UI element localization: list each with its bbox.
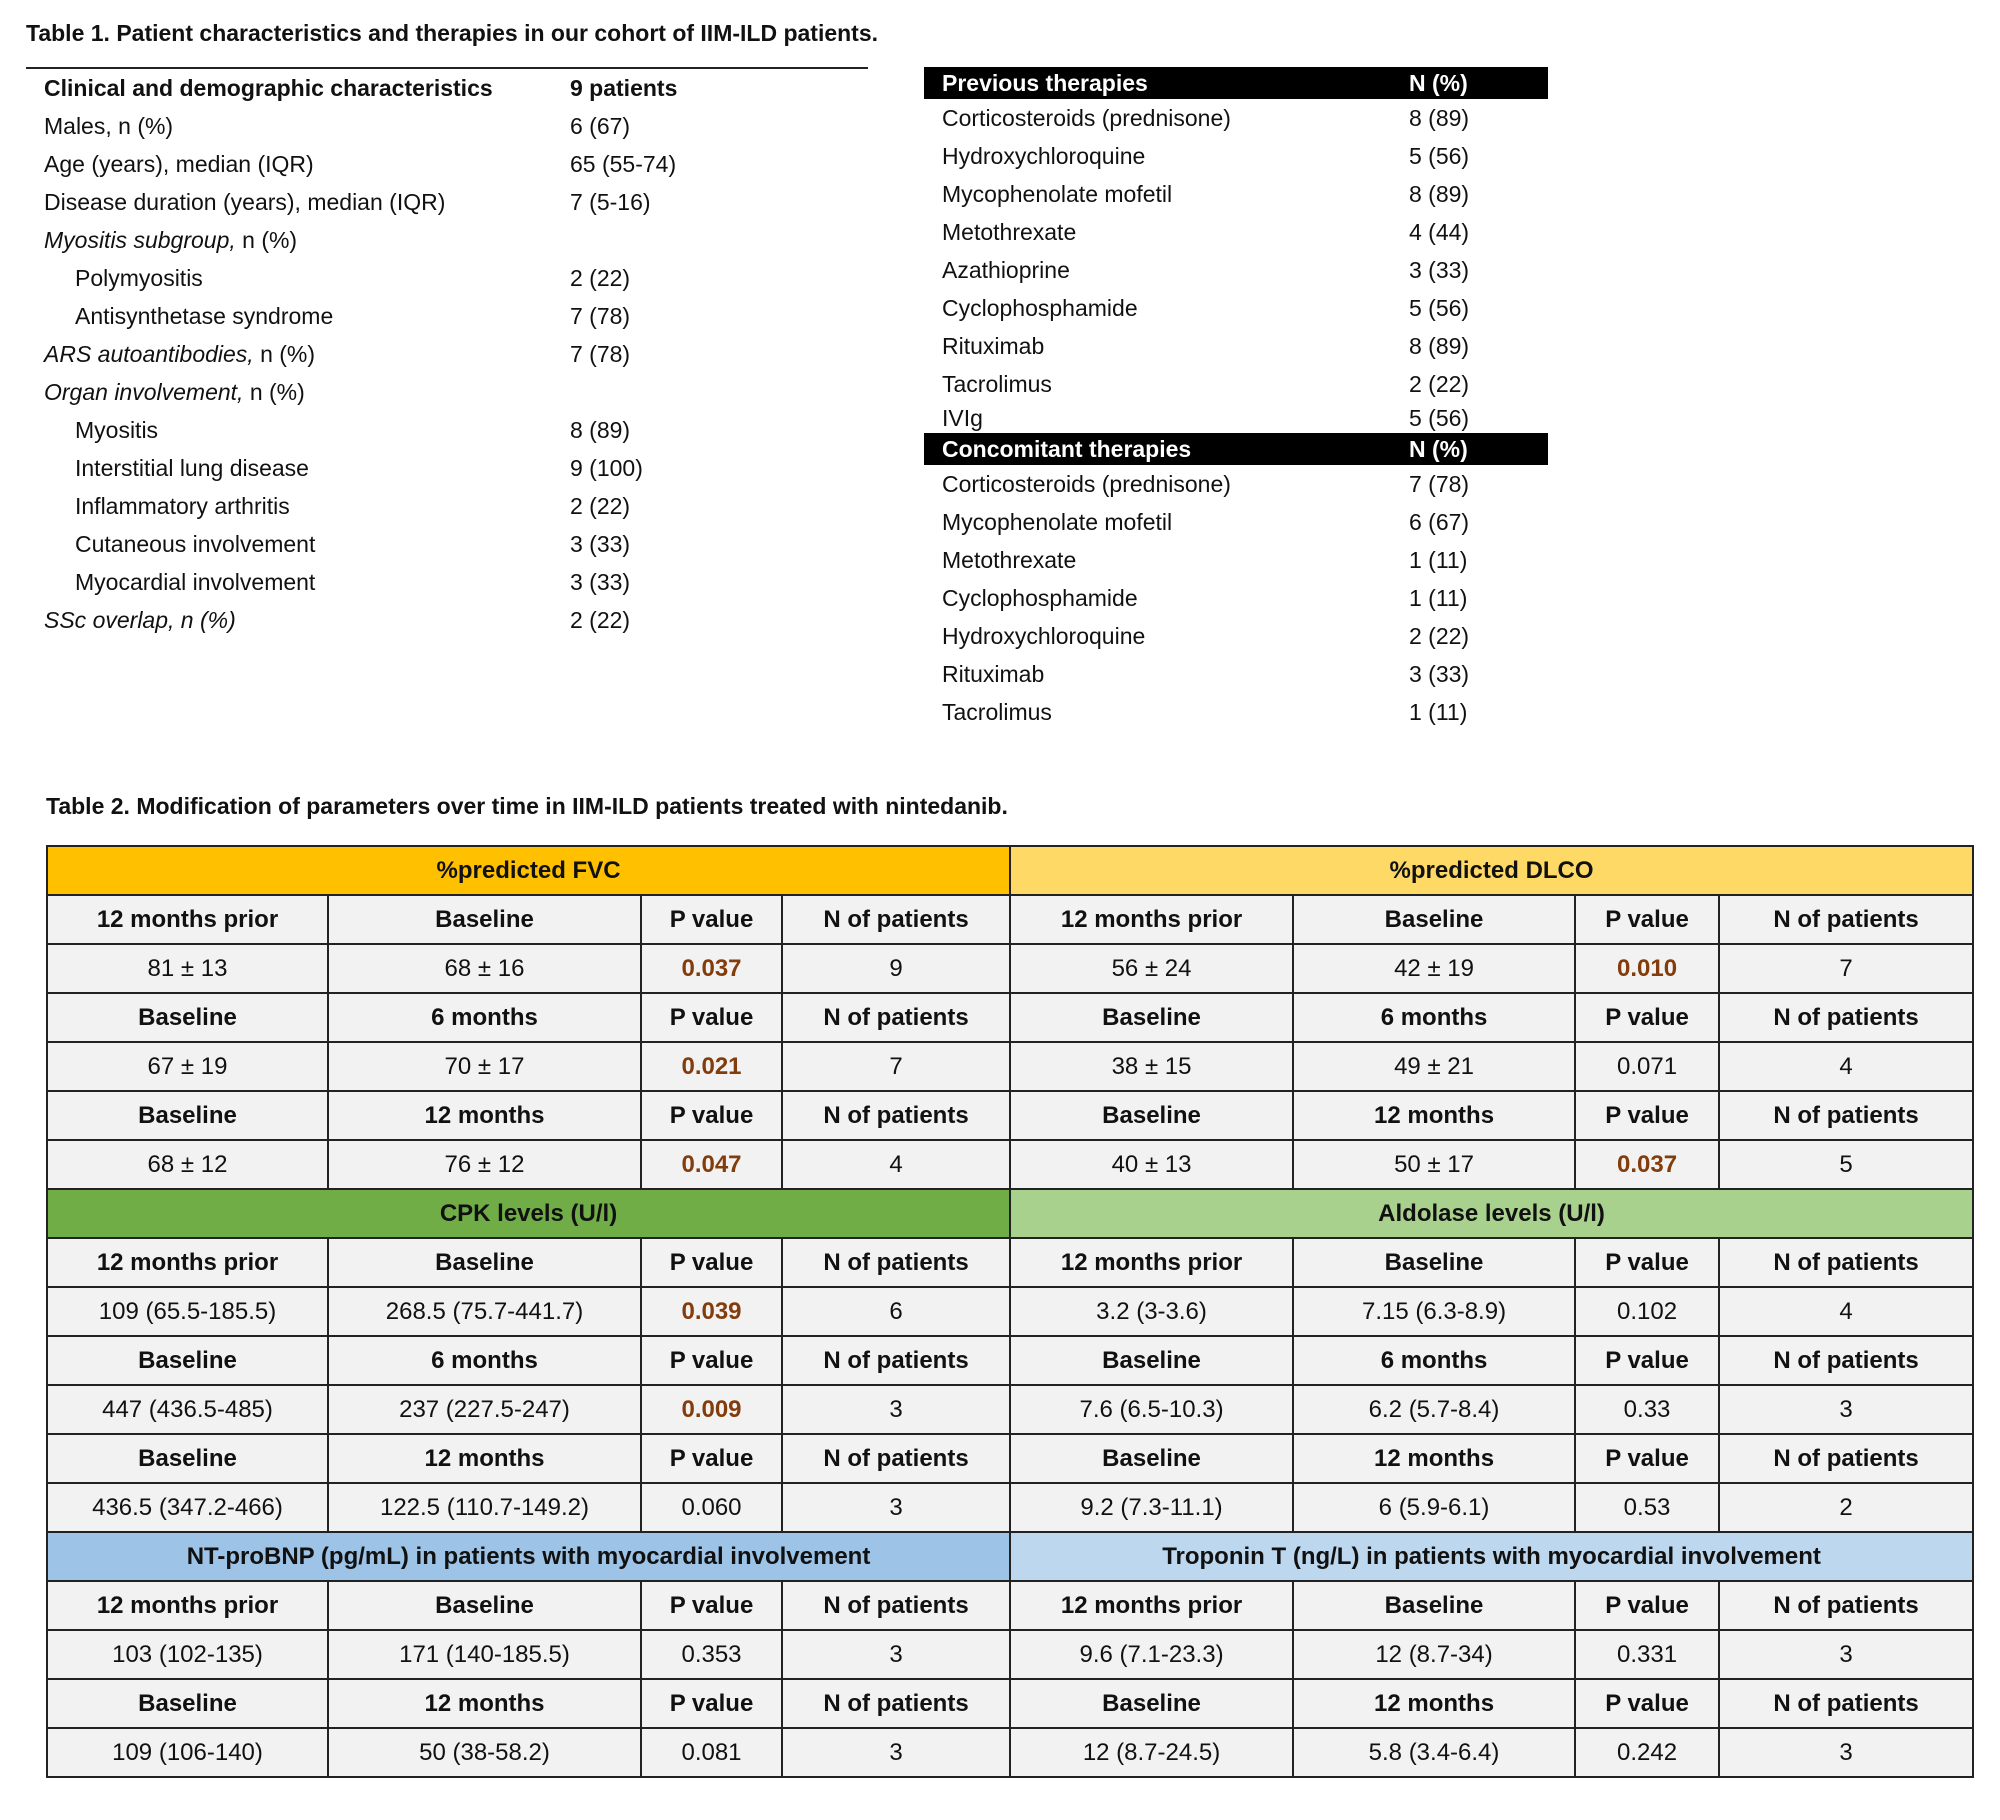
value-cell: 122.5 (110.7-149.2)	[328, 1483, 641, 1532]
therapy-row	[924, 617, 1548, 655]
column-header: Baseline	[47, 1679, 328, 1728]
column-header: Baseline	[47, 1434, 328, 1483]
comparison-value-row	[47, 1728, 1973, 1777]
characteristics-header-label: Clinical and demographic characteristics	[44, 75, 493, 101]
therapy-row	[924, 655, 1548, 693]
therapy-value: 1 (11)	[1409, 585, 1468, 611]
column-header: 6 months	[1293, 1336, 1575, 1385]
p-value-significant: 0.047	[641, 1140, 782, 1189]
column-header: N of patients	[782, 1238, 1010, 1287]
column-header: 12 months	[1293, 1434, 1575, 1483]
therapy-label: Tacrolimus	[942, 371, 1052, 397]
column-header: P value	[1575, 1336, 1719, 1385]
value-cell: 6 (5.9-6.1)	[1293, 1483, 1575, 1532]
therapy-value: 8 (89)	[1409, 333, 1470, 359]
therapy-row	[924, 213, 1548, 251]
characteristic-group-label	[44, 601, 236, 639]
table1-characteristics-header	[26, 69, 868, 107]
therapy-value: 2 (22)	[1409, 623, 1470, 649]
section-title-row	[47, 1532, 1973, 1581]
value-cell: 42 ± 19	[1293, 944, 1575, 993]
characteristic-label: Interstitial lung disease	[75, 455, 309, 481]
characteristic-group-label	[44, 335, 315, 373]
p-value-significant: 0.021	[641, 1042, 782, 1091]
p-value: 0.353	[641, 1630, 782, 1679]
characteristic-value: 65 (55-74)	[570, 151, 677, 177]
column-header: Baseline	[47, 1091, 328, 1140]
value-cell: 12 (8.7-34)	[1293, 1630, 1575, 1679]
concomitant-therapies-header	[924, 433, 1548, 465]
value-cell: 76 ± 12	[328, 1140, 641, 1189]
value-cell: 268.5 (75.7-441.7)	[328, 1287, 641, 1336]
p-value: 0.53	[1575, 1483, 1719, 1532]
therapy-label: Corticosteroids (prednisone)	[942, 471, 1231, 497]
column-header: Baseline	[1293, 895, 1575, 944]
characteristic-label: Inflammatory arthritis	[75, 493, 290, 519]
therapy-row	[924, 579, 1548, 617]
characteristic-value: 2 (22)	[570, 493, 631, 519]
column-header: Baseline	[328, 1581, 641, 1630]
column-header: Baseline	[1010, 1679, 1293, 1728]
characteristic-row	[26, 449, 868, 487]
column-header: P value	[1575, 1679, 1719, 1728]
column-header: 12 months	[1293, 1091, 1575, 1140]
comparison-header-row	[47, 895, 1973, 944]
value-cell: 67 ± 19	[47, 1042, 328, 1091]
aldolase-section-title: Aldolase levels (U/l)	[1010, 1189, 1973, 1238]
previous-therapies-header	[924, 67, 1548, 99]
section-title-row	[47, 846, 1973, 895]
column-header: P value	[641, 1238, 782, 1287]
value-cell: 3	[1719, 1728, 1973, 1777]
value-cell: 7	[1719, 944, 1973, 993]
previous-therapies-header-label: Previous therapies	[942, 70, 1148, 96]
therapy-row	[924, 327, 1548, 365]
comparison-value-row	[47, 944, 1973, 993]
characteristic-group-row	[26, 221, 868, 259]
characteristic-value: 7 (78)	[570, 341, 631, 367]
therapy-value: 5 (56)	[1409, 295, 1470, 321]
column-header: 6 months	[1293, 993, 1575, 1042]
value-cell: 9.6 (7.1-23.3)	[1010, 1630, 1293, 1679]
column-header: N of patients	[1719, 1679, 1973, 1728]
therapy-row	[924, 175, 1548, 213]
column-header: P value	[641, 1581, 782, 1630]
comparison-value-row	[47, 1385, 1973, 1434]
characteristic-value: 2 (22)	[570, 265, 631, 291]
therapy-row	[924, 541, 1548, 579]
therapy-value: 4 (44)	[1409, 219, 1470, 245]
characteristic-label: Antisynthetase syndrome	[75, 303, 334, 329]
value-cell: 7.6 (6.5-10.3)	[1010, 1385, 1293, 1434]
value-cell: 7.15 (6.3-8.9)	[1293, 1287, 1575, 1336]
therapy-value: 3 (33)	[1409, 257, 1470, 283]
therapy-label: Corticosteroids (prednisone)	[942, 105, 1231, 131]
value-cell: 447 (436.5-485)	[47, 1385, 328, 1434]
comparison-value-row	[47, 1630, 1973, 1679]
column-header: 12 months prior	[47, 895, 328, 944]
value-cell: 3	[782, 1483, 1010, 1532]
therapy-value: 1 (11)	[1409, 699, 1468, 725]
group-label-italic: Organ involvement,	[44, 379, 244, 405]
therapy-label: Cyclophosphamide	[942, 295, 1138, 321]
p-value: 0.331	[1575, 1630, 1719, 1679]
therapy-label: Metothrexate	[942, 547, 1077, 573]
column-header: P value	[1575, 1091, 1719, 1140]
group-label-italic: Myositis subgroup,	[44, 227, 236, 253]
value-cell: 70 ± 17	[328, 1042, 641, 1091]
therapy-row	[924, 99, 1548, 137]
column-header: P value	[1575, 1238, 1719, 1287]
therapy-row	[924, 503, 1548, 541]
characteristic-row	[26, 563, 868, 601]
comparison-value-row	[47, 1287, 1973, 1336]
p-value-significant: 0.037	[1575, 1140, 1719, 1189]
section-title-row	[47, 1189, 1973, 1238]
therapy-label: Hydroxychloroquine	[942, 623, 1146, 649]
value-cell: 5.8 (3.4-6.4)	[1293, 1728, 1575, 1777]
column-header: 12 months	[328, 1434, 641, 1483]
column-header: N of patients	[1719, 895, 1973, 944]
value-cell: 4	[1719, 1042, 1973, 1091]
p-value: 0.33	[1575, 1385, 1719, 1434]
fvc-section-title: %predicted FVC	[47, 846, 1010, 895]
column-header: Baseline	[1010, 1091, 1293, 1140]
column-header: 12 months prior	[1010, 1238, 1293, 1287]
comparison-value-row	[47, 1042, 1973, 1091]
value-cell: 56 ± 24	[1010, 944, 1293, 993]
value-cell: 4	[1719, 1287, 1973, 1336]
value-cell: 7	[782, 1042, 1010, 1091]
column-header: P value	[1575, 895, 1719, 944]
value-cell: 2	[1719, 1483, 1973, 1532]
value-cell: 68 ± 16	[328, 944, 641, 993]
value-cell: 109 (65.5-185.5)	[47, 1287, 328, 1336]
therapy-value: 6 (67)	[1409, 509, 1470, 535]
column-header: 12 months	[328, 1679, 641, 1728]
column-header: Baseline	[1293, 1238, 1575, 1287]
column-header: N of patients	[782, 1679, 1010, 1728]
p-value: 0.242	[1575, 1728, 1719, 1777]
p-value: 0.060	[641, 1483, 782, 1532]
characteristic-group-label	[44, 221, 297, 259]
therapy-row	[924, 251, 1548, 289]
therapy-row	[924, 137, 1548, 175]
comparison-header-row	[47, 1581, 1973, 1630]
column-header: P value	[641, 1679, 782, 1728]
value-cell: 3	[782, 1630, 1010, 1679]
column-header: N of patients	[782, 1434, 1010, 1483]
column-header: 6 months	[328, 1336, 641, 1385]
therapy-row	[924, 403, 1548, 433]
value-cell: 50 (38-58.2)	[328, 1728, 641, 1777]
column-header: Baseline	[1010, 993, 1293, 1042]
table1-title: Table 1. Patient characteristics and therapies in our cohort of IIM-ILD patients.	[26, 20, 879, 46]
characteristic-label: Males, n (%)	[44, 113, 174, 139]
value-cell: 6.2 (5.7-8.4)	[1293, 1385, 1575, 1434]
column-header: N of patients	[1719, 993, 1973, 1042]
therapy-value: 7 (78)	[1409, 471, 1470, 497]
characteristic-group-label	[44, 373, 305, 411]
value-cell: 38 ± 15	[1010, 1042, 1293, 1091]
column-header: Baseline	[47, 993, 328, 1042]
table2	[46, 845, 1974, 1778]
group-label-italic: ARS autoantibodies,	[44, 341, 254, 367]
column-header: 12 months	[1293, 1679, 1575, 1728]
value-cell: 3	[782, 1385, 1010, 1434]
characteristic-value: 6 (67)	[570, 113, 631, 139]
therapy-row	[924, 693, 1548, 731]
column-header: Baseline	[328, 895, 641, 944]
column-header: P value	[1575, 1581, 1719, 1630]
column-header: 12 months prior	[1010, 1581, 1293, 1630]
characteristic-row	[26, 297, 868, 335]
therapy-label: Metothrexate	[942, 219, 1077, 245]
value-cell: 237 (227.5-247)	[328, 1385, 641, 1434]
therapy-value: 2 (22)	[1409, 371, 1470, 397]
column-header: Baseline	[1010, 1434, 1293, 1483]
column-header: P value	[1575, 1434, 1719, 1483]
comparison-header-row	[47, 1238, 1973, 1287]
comparison-header-row	[47, 1434, 1973, 1483]
column-header: 12 months prior	[47, 1238, 328, 1287]
therapy-value: 5 (56)	[1409, 143, 1470, 169]
therapy-label: Rituximab	[942, 661, 1045, 687]
p-value-significant: 0.010	[1575, 944, 1719, 993]
characteristic-label: Disease duration (years), median (IQR)	[44, 189, 446, 215]
concomitant-therapies-header-value: N (%)	[1409, 436, 1468, 462]
characteristic-row	[26, 525, 868, 563]
group-label-rest: n (%)	[253, 341, 316, 367]
value-cell: 12 (8.7-24.5)	[1010, 1728, 1293, 1777]
therapy-label: Mycophenolate mofetil	[942, 181, 1173, 207]
p-value-significant: 0.039	[641, 1287, 782, 1336]
therapy-value: 1 (11)	[1409, 547, 1468, 573]
p-value: 0.102	[1575, 1287, 1719, 1336]
therapy-label: Mycophenolate mofetil	[942, 509, 1173, 535]
ntprobnp-section-title: NT-proBNP (pg/mL) in patients with myocardial involvement	[47, 1532, 1010, 1581]
value-cell: 3.2 (3-3.6)	[1010, 1287, 1293, 1336]
column-header: N of patients	[782, 1336, 1010, 1385]
concomitant-therapies-header-label: Concomitant therapies	[942, 436, 1192, 462]
therapy-value: 3 (33)	[1409, 661, 1470, 687]
value-cell: 171 (140-185.5)	[328, 1630, 641, 1679]
column-header: Baseline	[1293, 1581, 1575, 1630]
value-cell: 3	[782, 1728, 1010, 1777]
column-header: 12 months prior	[1010, 895, 1293, 944]
column-header: N of patients	[1719, 1091, 1973, 1140]
characteristic-value: 7 (5-16)	[570, 189, 651, 215]
column-header: N of patients	[1719, 1434, 1973, 1483]
column-header: N of patients	[1719, 1336, 1973, 1385]
therapy-value: 8 (89)	[1409, 181, 1470, 207]
p-value: 0.081	[641, 1728, 782, 1777]
characteristic-group-row	[26, 335, 868, 373]
therapy-label: Hydroxychloroquine	[942, 143, 1146, 169]
column-header: N of patients	[782, 1581, 1010, 1630]
comparison-value-row	[47, 1483, 1973, 1532]
value-cell: 109 (106-140)	[47, 1728, 328, 1777]
characteristic-value: 8 (89)	[570, 417, 631, 443]
therapy-row	[924, 365, 1548, 403]
column-header: P value	[641, 993, 782, 1042]
column-header: N of patients	[1719, 1238, 1973, 1287]
comparison-value-row	[47, 1140, 1973, 1189]
characteristic-value: 2 (22)	[570, 607, 631, 633]
characteristic-value: 3 (33)	[570, 531, 631, 557]
therapy-value: 8 (89)	[1409, 105, 1470, 131]
column-header: Baseline	[1010, 1336, 1293, 1385]
value-cell: 81 ± 13	[47, 944, 328, 993]
value-cell: 9	[782, 944, 1010, 993]
previous-therapies-header-value: N (%)	[1409, 70, 1468, 96]
therapy-value: 5 (56)	[1409, 405, 1470, 431]
column-header: 12 months	[328, 1091, 641, 1140]
column-header: N of patients	[1719, 1581, 1973, 1630]
column-header: Baseline	[328, 1238, 641, 1287]
comparison-header-row	[47, 1336, 1973, 1385]
column-header: 6 months	[328, 993, 641, 1042]
value-cell: 4	[782, 1140, 1010, 1189]
therapy-label: IVIg	[942, 405, 983, 431]
table2-title: Table 2. Modification of parameters over time in IIM-ILD patients treated with nintedanib.	[46, 793, 1008, 819]
characteristic-row	[26, 259, 868, 297]
characteristic-row	[26, 183, 868, 221]
value-cell: 3	[1719, 1630, 1973, 1679]
therapy-row	[924, 465, 1548, 503]
characteristics-header-value: 9 patients	[570, 75, 678, 101]
column-header: N of patients	[782, 1091, 1010, 1140]
group-label-italic: SSc overlap, n (%)	[44, 607, 236, 633]
column-header: N of patients	[782, 895, 1010, 944]
characteristic-row	[26, 411, 868, 449]
characteristic-row	[26, 107, 868, 145]
characteristic-label: Cutaneous involvement	[75, 531, 316, 557]
cpk-section-title: CPK levels (U/l)	[47, 1189, 1010, 1238]
characteristic-row	[26, 487, 868, 525]
table2-body	[47, 846, 1973, 1777]
characteristic-row	[26, 145, 868, 183]
value-cell: 49 ± 21	[1293, 1042, 1575, 1091]
troponin-section-title: Troponin T (ng/L) in patients with myocardial involvement	[1010, 1532, 1973, 1581]
group-label-rest: n (%)	[235, 227, 298, 253]
dlco-section-title: %predicted DLCO	[1010, 846, 1973, 895]
column-header: P value	[641, 1091, 782, 1140]
column-header: P value	[641, 1434, 782, 1483]
value-cell: 68 ± 12	[47, 1140, 328, 1189]
value-cell: 6	[782, 1287, 1010, 1336]
column-header: P value	[641, 1336, 782, 1385]
value-cell: 9.2 (7.3-11.1)	[1010, 1483, 1293, 1532]
characteristic-label: Polymyositis	[75, 265, 203, 291]
column-header: Baseline	[47, 1336, 328, 1385]
column-header: P value	[641, 895, 782, 944]
comparison-header-row	[47, 993, 1973, 1042]
therapy-row	[924, 289, 1548, 327]
value-cell: 40 ± 13	[1010, 1140, 1293, 1189]
characteristic-value: 3 (33)	[570, 569, 631, 595]
characteristic-label: Myositis	[75, 417, 159, 443]
p-value: 0.071	[1575, 1042, 1719, 1091]
characteristic-group-row	[26, 601, 868, 639]
therapy-label: Cyclophosphamide	[942, 585, 1138, 611]
table1-characteristics	[26, 67, 868, 639]
column-header: N of patients	[782, 993, 1010, 1042]
value-cell: 3	[1719, 1385, 1973, 1434]
characteristic-label: Myocardial involvement	[75, 569, 316, 595]
table1-therapies	[924, 67, 1548, 731]
column-header: P value	[1575, 993, 1719, 1042]
value-cell: 103 (102-135)	[47, 1630, 328, 1679]
characteristic-value: 7 (78)	[570, 303, 631, 329]
comparison-header-row	[47, 1091, 1973, 1140]
p-value-significant: 0.037	[641, 944, 782, 993]
value-cell: 50 ± 17	[1293, 1140, 1575, 1189]
group-label-rest: n (%)	[243, 379, 305, 405]
therapy-label: Azathioprine	[942, 257, 1070, 283]
characteristic-group-row	[26, 373, 868, 411]
characteristic-value: 9 (100)	[570, 455, 643, 481]
therapy-label: Rituximab	[942, 333, 1045, 359]
value-cell: 5	[1719, 1140, 1973, 1189]
characteristic-label: Age (years), median (IQR)	[44, 151, 314, 177]
value-cell: 436.5 (347.2-466)	[47, 1483, 328, 1532]
comparison-header-row	[47, 1679, 1973, 1728]
column-header: 12 months prior	[47, 1581, 328, 1630]
therapy-label: Tacrolimus	[942, 699, 1052, 725]
p-value-significant: 0.009	[641, 1385, 782, 1434]
